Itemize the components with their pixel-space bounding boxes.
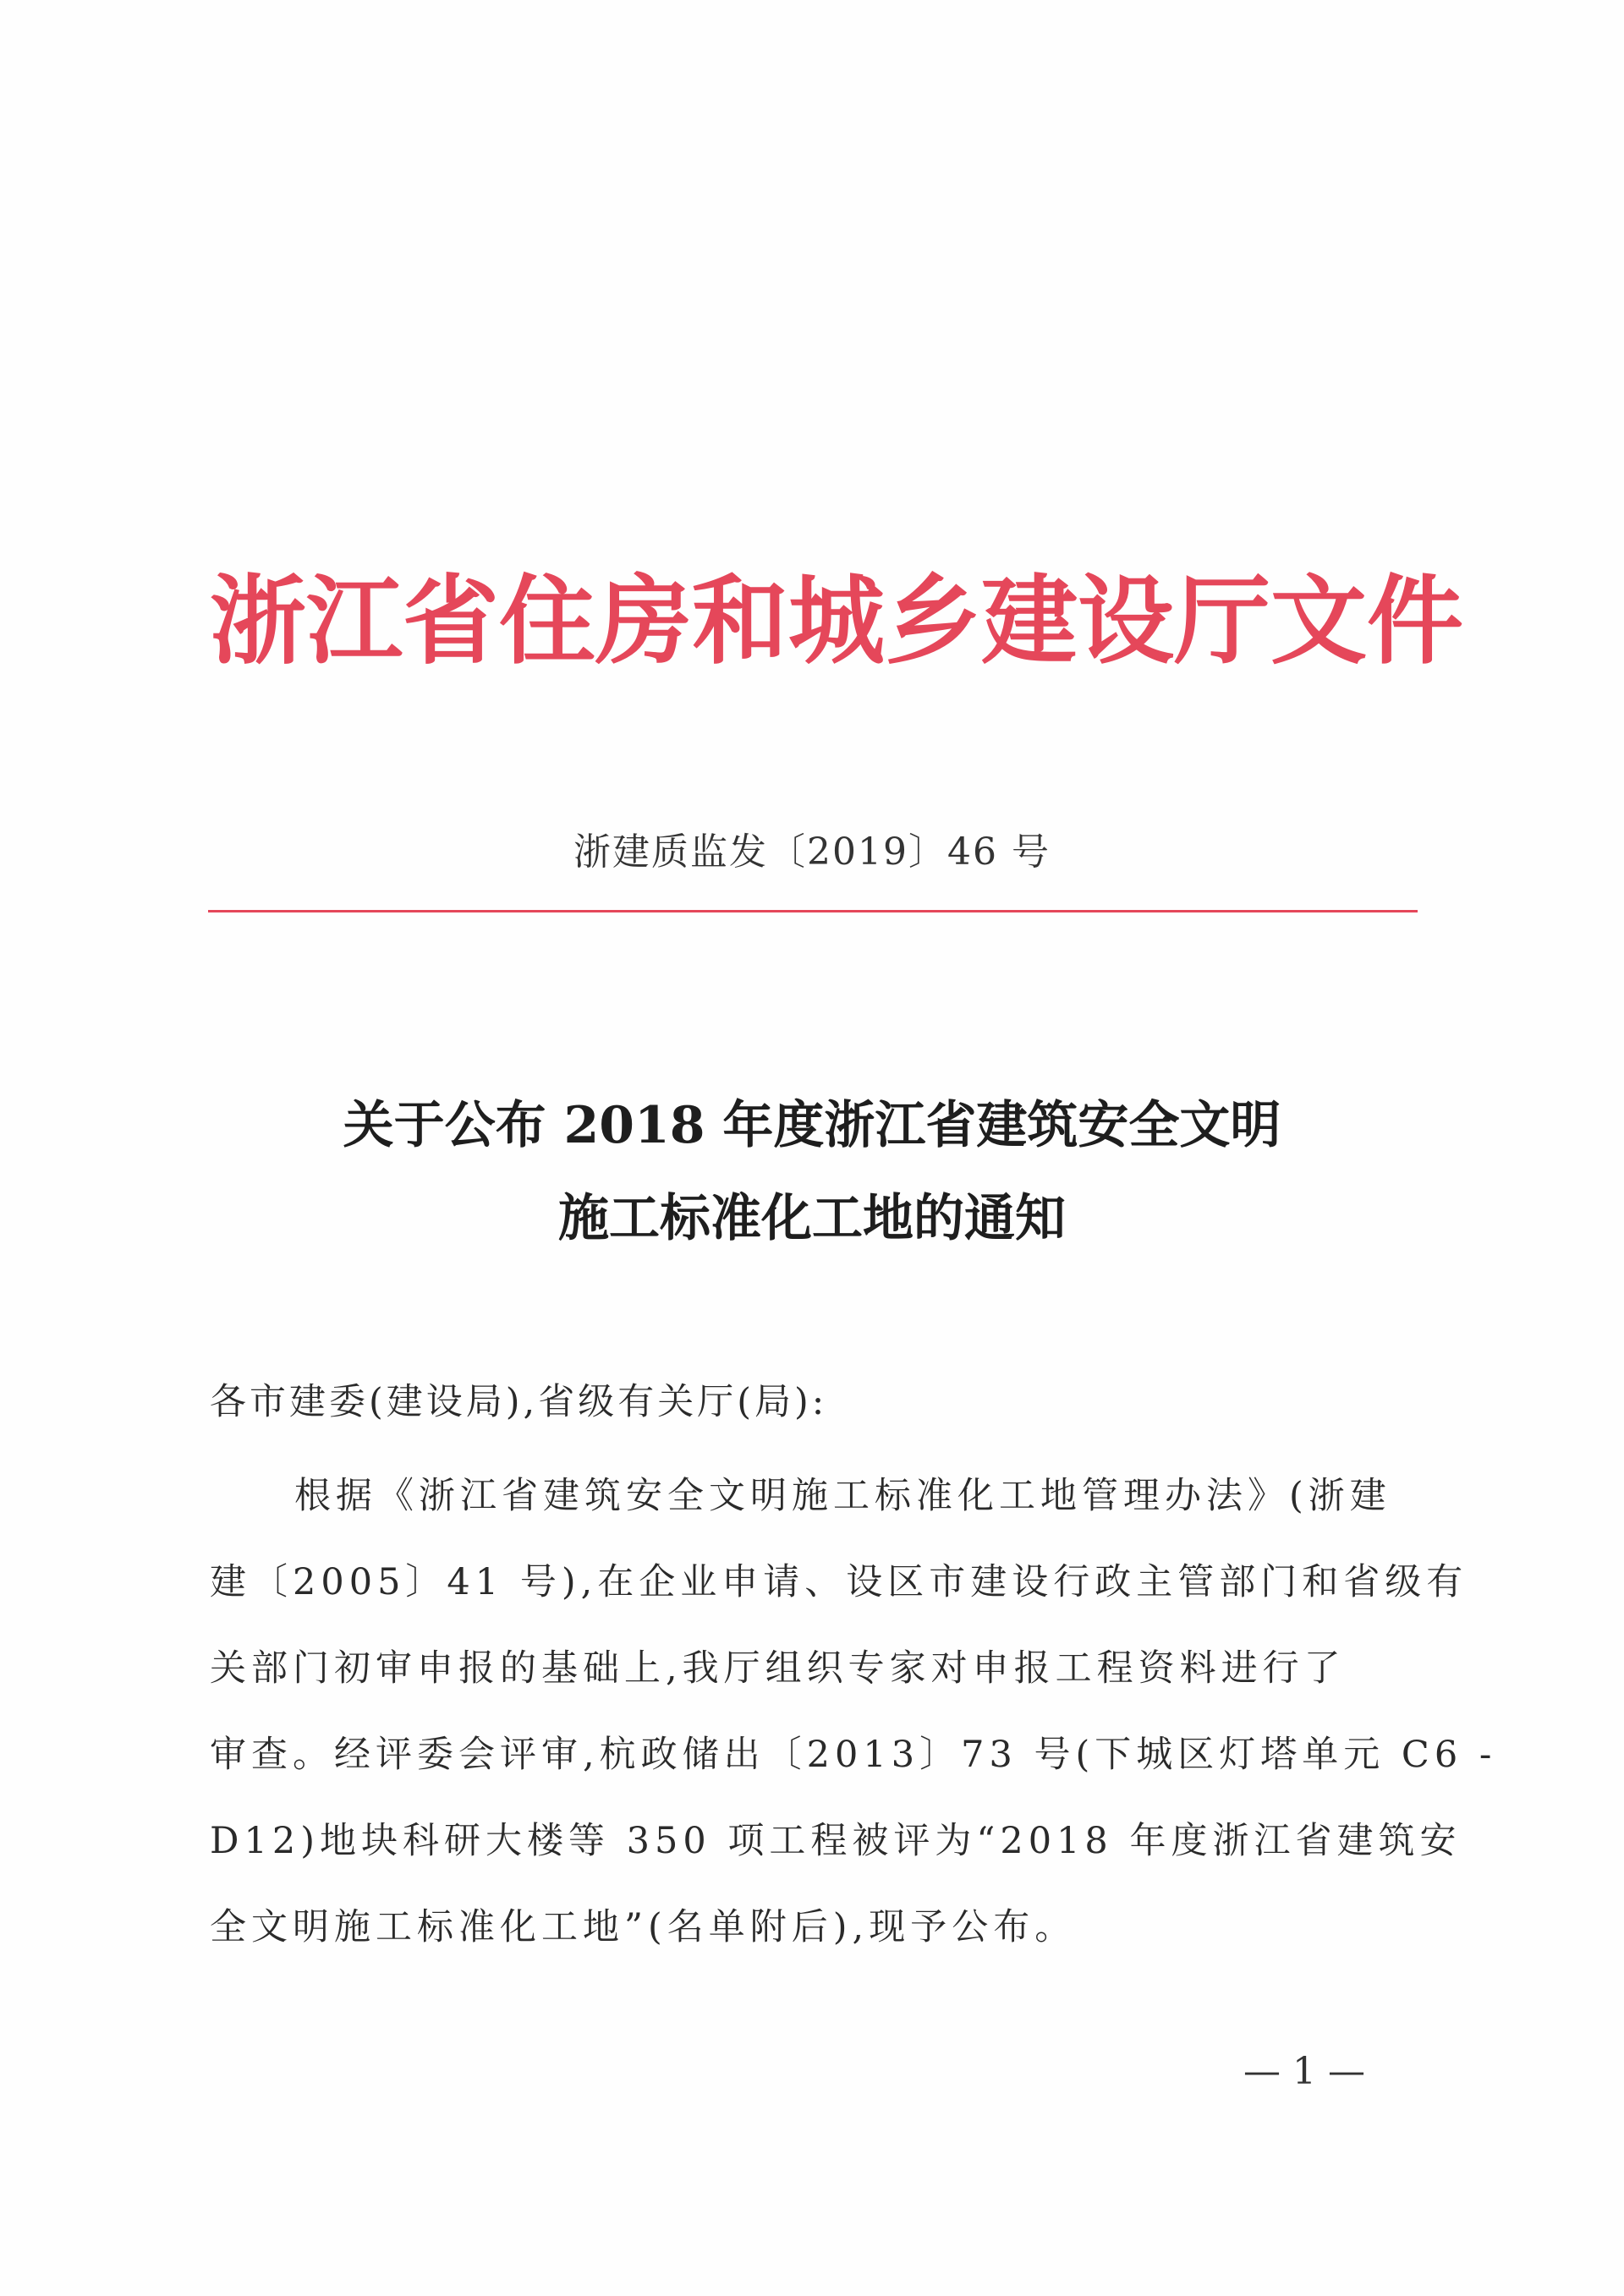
body-line: 全文明施工标准化工地”(名单附后),现予公布。 xyxy=(210,1906,1077,1948)
salutation: 各市建委(建设局),省级有关厅(局): xyxy=(210,1381,828,1423)
body-line: 审查。经评委会评审,杭政储出〔2013〕73 号(下城区灯塔单元 C6 - xyxy=(210,1734,1497,1776)
document-title-line-2: 施工标准化工地的通知 xyxy=(558,1189,1066,1248)
document-number: 浙建质监发〔2019〕46 号 xyxy=(573,830,1051,874)
body-line: 根据《浙江省建筑安全文明施工标准化工地管理办法》(浙建 xyxy=(294,1475,1391,1517)
body-line: D12)地块科研大楼等 350 项工程被评为“2018 年度浙江省建筑安 xyxy=(210,1820,1462,1862)
document-title-line-1: 关于公布 2018 年度浙江省建筑安全文明 xyxy=(343,1096,1281,1155)
body-line: 关部门初审申报的基础上,我厅组织专家对申报工程资料进行了 xyxy=(210,1647,1346,1690)
body-paragraph xyxy=(210,1453,1497,1970)
body-line: 建〔2005〕41 号),在企业申请、设区市建设行政主管部门和省级有 xyxy=(210,1561,1468,1603)
page-number: — 1 — xyxy=(1243,2050,1365,2093)
document-title xyxy=(0,1079,1624,1265)
red-divider-line xyxy=(208,910,1418,912)
agency-header-title: 浙江省住房和城乡建设厅文件 xyxy=(210,565,1464,677)
